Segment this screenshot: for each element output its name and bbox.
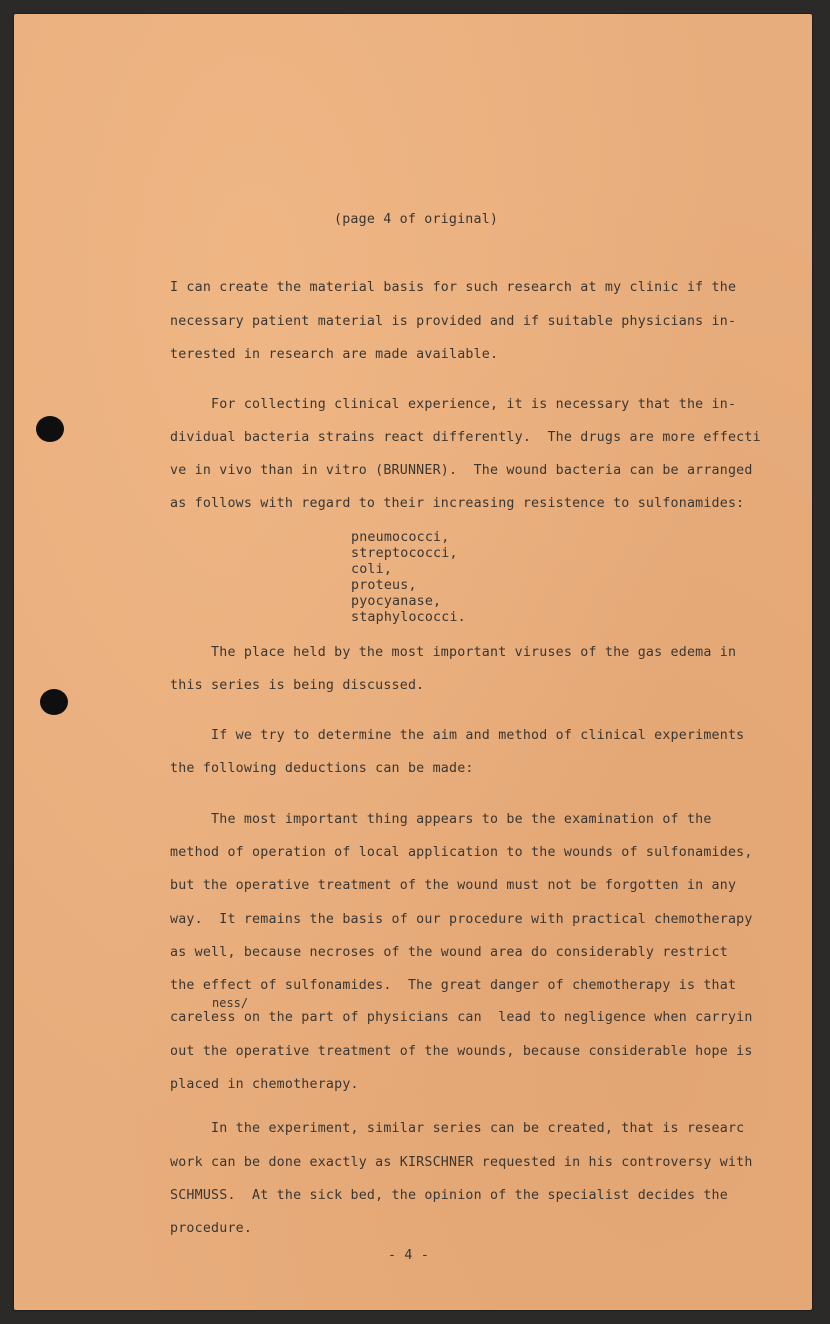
punch-hole-top [36, 416, 64, 442]
list-item: proteus, [351, 578, 417, 593]
paragraph-1-line-1: I can create the material basis for such research at my clinic if the [170, 280, 737, 295]
paragraph-5-line-9: placed in chemotherapy. [170, 1077, 359, 1092]
list-item: pyocyanase, [351, 594, 442, 609]
paragraph-6-line-3: SCHMUSS. At the sick bed, the opinion of the specialist decides the [170, 1188, 728, 1203]
document-page [14, 14, 812, 1310]
paragraph-3-line-1: The place held by the most important viruses of the gas edema in [170, 645, 737, 660]
paragraph-2-line-3: ve in vivo than in vitro (BRUNNER). The wound bacteria can be arranged [170, 463, 753, 478]
paragraph-1-line-3: terested in research are made available. [170, 347, 499, 362]
paragraph-4-line-1: If we try to determine the aim and method of clinical experiments [170, 728, 745, 743]
paragraph-5-line-8: out the operative treatment of the wounds, because considerable hope is [170, 1044, 753, 1059]
paragraph-1-line-2: necessary patient material is provided and if suitable physicians in- [170, 314, 737, 329]
paragraph-6-line-2: work can be done exactly as KIRSCHNER requested in his controversy with [170, 1155, 753, 1170]
page-number: - 4 - [388, 1248, 430, 1263]
paragraph-6-line-4: procedure. [170, 1221, 253, 1236]
paragraph-5-line-2: method of operation of local application to the wounds of sulfonamides, [170, 845, 753, 860]
paragraph-5-line-6: the effect of sulfonamides. The great danger of chemotherapy is that [170, 978, 737, 993]
list-item: staphylococci. [351, 610, 466, 625]
paragraph-4-line-2: the following deductions can be made: [170, 761, 474, 776]
page-header: (page 4 of original) [334, 212, 499, 227]
list-item: streptococci, [351, 546, 458, 561]
paragraph-5-line-3: but the operative treatment of the wound must not be forgotten in any [170, 878, 737, 893]
list-item: coli, [351, 562, 393, 577]
punch-hole-bottom [40, 689, 68, 715]
paragraph-3-line-2: this series is being discussed. [170, 678, 425, 693]
list-item: pneumococci, [351, 530, 450, 545]
handwritten-insertion: ness/ [212, 996, 249, 1010]
paragraph-2-line-2: dividual bacteria strains react differently. The drugs are more effecti [170, 430, 761, 445]
paragraph-2-line-1: For collecting clinical experience, it is necessary that the in- [170, 397, 737, 412]
paragraph-6-line-1: In the experiment, similar series can be created, that is researc [170, 1121, 745, 1136]
paragraph-5-line-5: as well, because necroses of the wound area do considerably restrict [170, 945, 728, 960]
paragraph-5-line-7: careless on the part of physicians can lead to negligence when carryin [170, 1010, 753, 1025]
paragraph-2-line-4: as follows with regard to their increasing resistence to sulfonamides: [170, 496, 745, 511]
paragraph-5-line-1: The most important thing appears to be the examination of the [170, 812, 712, 827]
paragraph-5-line-4: way. It remains the basis of our procedure with practical chemotherapy [170, 912, 753, 927]
